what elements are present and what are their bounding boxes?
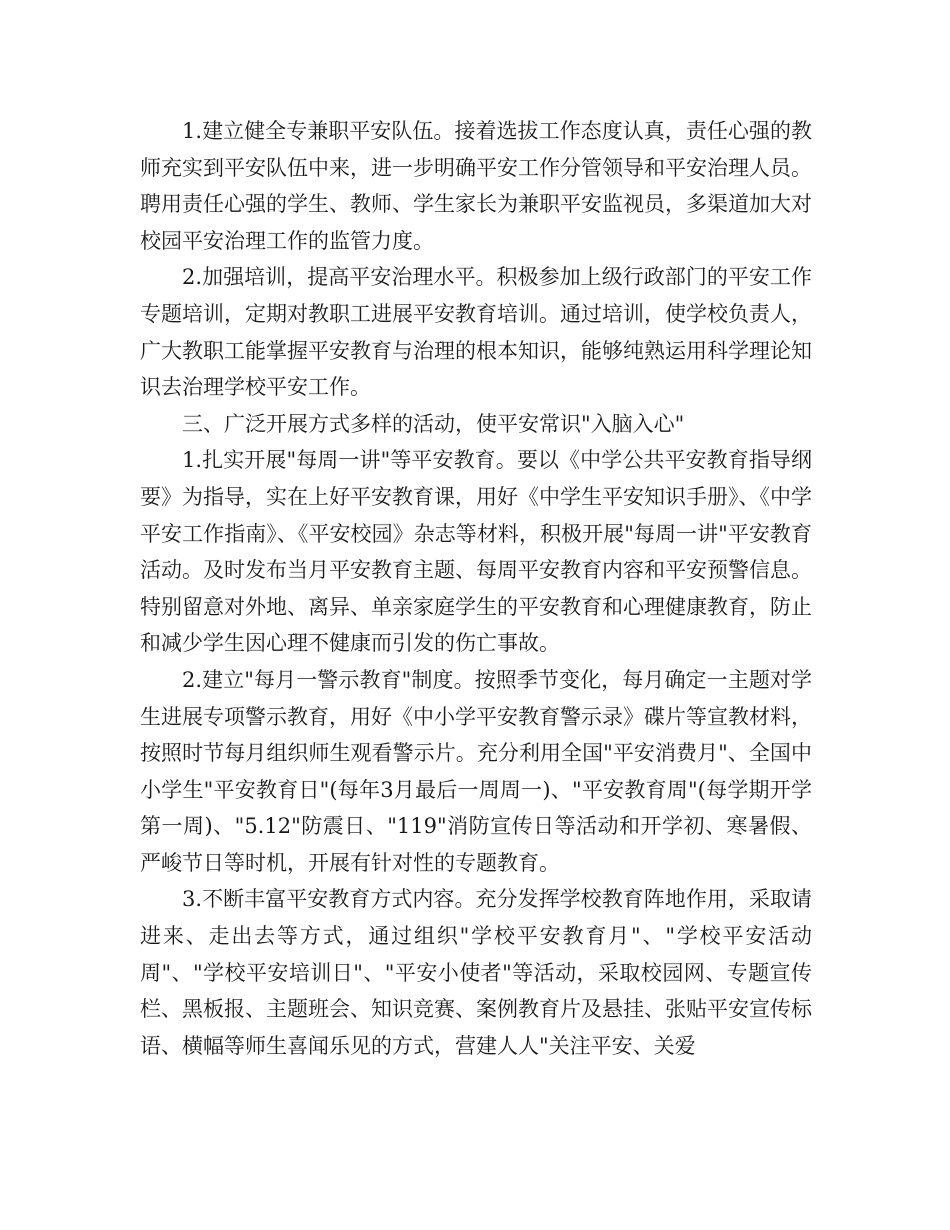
section-heading-activities: 三、广泛开展方式多样的活动，使平安常识"入脑入心": [182, 411, 685, 436]
paragraph-monthly-warning: 2.建立"每月一警示教育"制度。按照季节变化，每月确定一主题对学生进展专项警示教育，用好《中小学平安教育警示录》碟片等宣教材料，按照时节每月组织师生观看警示片。充分利用全国"平安消费月"、全国中小学生"平安教育日"(每年3月最后一周周一)、"平安教育周"(每学期开学第一周)、"5.12"防震日、"119"消防宣传日等活动和开学初、寒暑假、严峻节日等时机，开展有针对性的专题教育。: [140, 667, 812, 875]
paragraph-education-methods: 3.不断丰富平安教育方式内容。充分发挥学校教育阵地作用，采取请进来、走出去等方式，通过组织"学校平安教育月"、"学校平安活动周"、"学校平安培训日"、"平安小使者"等活动，采取校园网、专题宣传栏、黑板报、主题班会、知识竞赛、案例教育片及悬挂、张贴平安宣传标语、横幅等师生喜闻乐见的方式，营建人人"关注平安、关爱: [140, 887, 812, 1058]
paragraph-weekly-lecture: 1.扎实开展"每周一讲"等平安教育。要以《中学公共平安教育指导纲要》为指导，实在上好平安教育课，用好《中学生平安知识手册》、《中学平安工作指南》、《平安校园》杂志等材料，积极开展"每周一讲"平安教育活动。及时发布当月平安教育主题、每周平安教育内容和平安预警信息。特别留意对外地、离异、单亲家庭学生的平安教育和心理健康教育，防止和减少学生因心理不健康而引发的伤亡事故。: [140, 448, 812, 656]
paragraph-training: 2.加强培训，提高平安治理水平。积极参加上级行政部门的平安工作专题培训，定期对教职工进展平安教育培训。通过培训，使学校负责人，广大教职工能掌握平安教育与治理的根本知识，能够纯熟运用科学理论知识去治理学校平安工作。: [140, 265, 812, 400]
paragraph-team-building: 1.建立健全专兼职平安队伍。接着选拔工作态度认真，责任心强的教师充实到平安队伍中来，进一步明确平安工作分管领导和平安治理人员。聘用责任心强的学生、教师、学生家长为兼职平安监视员，多渠道加大对校园平安治理工作的监管力度。: [140, 119, 812, 253]
document-body: [140, 113, 812, 1064]
